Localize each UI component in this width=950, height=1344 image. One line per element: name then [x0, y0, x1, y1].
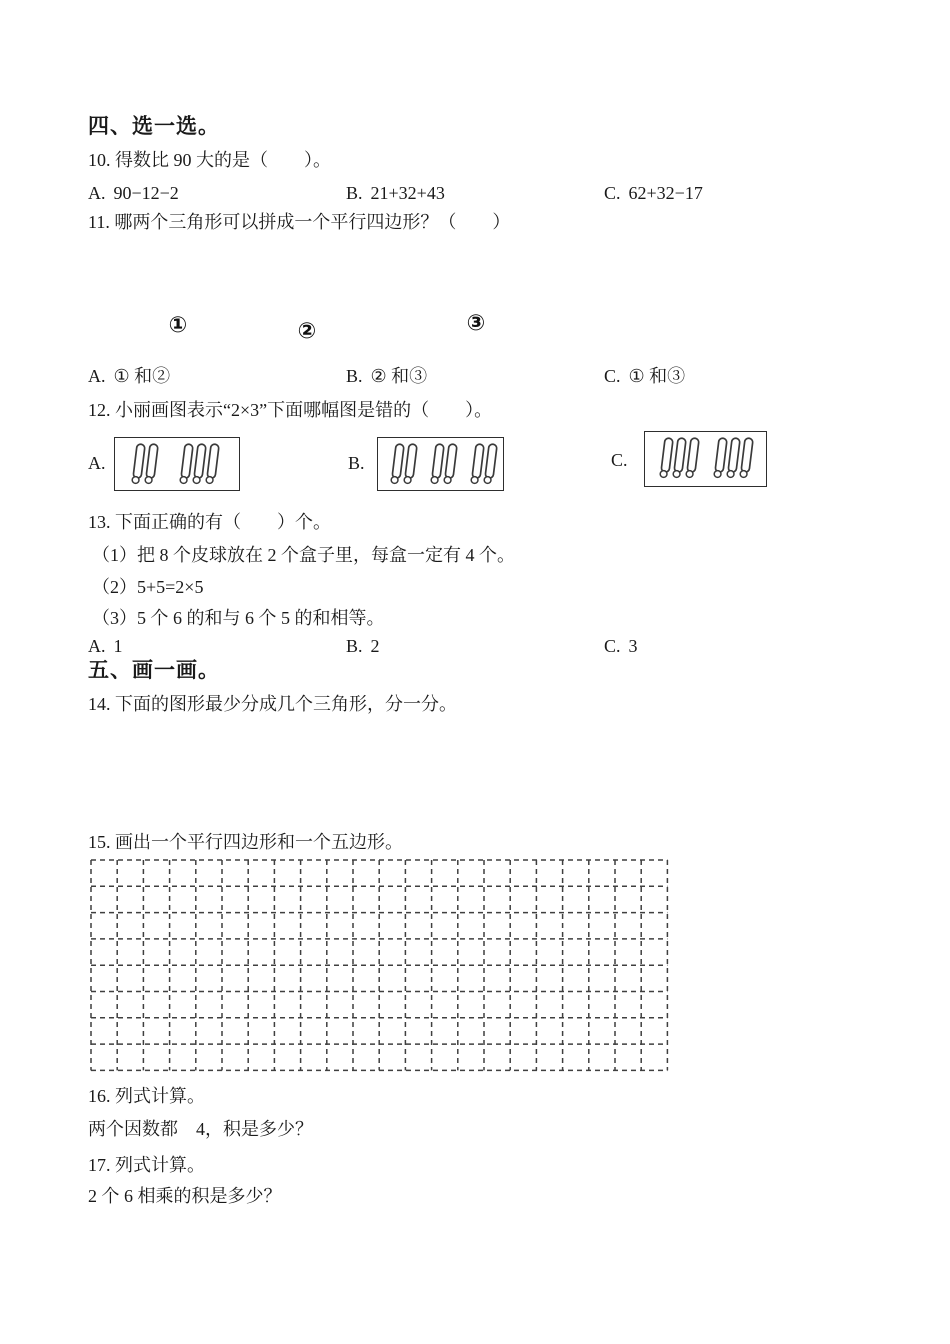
- q13-option-c-text: 3: [628, 636, 638, 656]
- q11-option-b-label: B.: [346, 366, 363, 386]
- counting-stick: [133, 444, 145, 479]
- q12-box-b: [377, 437, 504, 491]
- stick-foot: [145, 477, 152, 484]
- counting-stick: [485, 444, 497, 479]
- q12-box-a: [114, 437, 240, 491]
- q10-option-a: [88, 183, 179, 205]
- q12-stem: 12. 小丽画图表示“2×3”下面哪幅图是错的（ ）。: [88, 400, 493, 420]
- q10-option-c: [604, 183, 703, 205]
- q12-box-a-label: A.: [88, 453, 106, 473]
- q11-option-b: [346, 366, 427, 388]
- stick-foot: [686, 471, 693, 478]
- q16-title: 16. 列式计算。: [88, 1086, 205, 1106]
- q10-option-b-label: B.: [346, 183, 363, 203]
- q13-option-c-label: C.: [604, 636, 621, 656]
- counting-stick: [472, 444, 484, 479]
- q12-box-c-label: C.: [611, 450, 628, 470]
- q12-box-b-sticks: [378, 438, 503, 490]
- q16-body: 两个因数都 4，积是多少？: [88, 1119, 313, 1139]
- stick-foot: [431, 477, 438, 484]
- q11-option-a: [88, 366, 170, 388]
- stick-foot: [740, 471, 747, 478]
- stick-foot: [673, 471, 680, 478]
- q11-option-c-text: ① 和③: [628, 366, 686, 386]
- q13-item-2: （2）5+5=2×5: [92, 577, 204, 597]
- stick-foot: [391, 477, 398, 484]
- counting-stick: [405, 444, 417, 479]
- q10-stem: 10. 得数比 90 大的是（ ）。: [88, 150, 331, 170]
- stick-foot: [180, 477, 187, 484]
- counting-stick: [674, 438, 686, 473]
- q15-stem: 15. 画出一个平行四边形和一个五边形。: [88, 832, 403, 852]
- q13-option-b-text: 2: [370, 636, 380, 656]
- q10-option-a-label: A.: [88, 183, 106, 203]
- counting-stick: [661, 438, 673, 473]
- section-5-heading: 五、画一画。: [88, 659, 220, 682]
- q14-shapes-figure: [85, 718, 565, 820]
- q13-option-a-text: 1: [113, 636, 123, 656]
- q12-box-a-sticks: [115, 438, 239, 490]
- q13-option-a: [88, 636, 123, 658]
- q13-option-b-label: B.: [346, 636, 363, 656]
- q17-body: 2 个 6 相乘的积是多少？: [88, 1186, 282, 1206]
- q11-triangles-figure: [85, 250, 585, 362]
- section-4-heading: 四、选一选。: [88, 115, 220, 138]
- counting-stick: [715, 438, 727, 473]
- q11-stem: 11. 哪两个三角形可以拼成一个平行四边形？（ ）: [88, 212, 511, 232]
- counting-stick: [445, 444, 457, 479]
- triangle-3-number: ③: [466, 309, 486, 335]
- counting-stick: [687, 438, 699, 473]
- q12-box-b-label: B.: [348, 453, 365, 473]
- stick-foot: [193, 477, 200, 484]
- counting-stick: [181, 444, 193, 479]
- counting-stick: [728, 438, 740, 473]
- q11-option-c: [604, 366, 685, 388]
- triangle-1-number: ①: [168, 311, 188, 337]
- stick-foot: [444, 477, 451, 484]
- counting-stick: [432, 444, 444, 479]
- stick-foot: [660, 471, 667, 478]
- q13-item-3: （3）5 个 6 的和与 6 个 5 的和相等。: [92, 608, 385, 628]
- q17-title: 17. 列式计算。: [88, 1155, 205, 1175]
- counting-stick: [146, 444, 158, 479]
- q10-option-c-text: 62+32−17: [628, 183, 703, 203]
- q13-stem: 13. 下面正确的有（ ）个。: [88, 512, 331, 532]
- q11-option-c-label: C.: [604, 366, 621, 386]
- q14-stem: 14. 下面的图形最少分成几个三角形，分一分。: [88, 694, 457, 714]
- stick-foot: [714, 471, 721, 478]
- q10-option-b-text: 21+32+43: [370, 183, 445, 203]
- stick-foot: [471, 477, 478, 484]
- q13-option-c: [604, 636, 638, 658]
- q12-box-c-sticks: [645, 432, 766, 486]
- counting-stick: [194, 444, 206, 479]
- stick-foot: [206, 477, 213, 484]
- q13-option-a-label: A.: [88, 636, 106, 656]
- counting-stick: [392, 444, 404, 479]
- q11-option-a-text: ① 和②: [113, 366, 171, 386]
- q10-option-a-text: 90−12−2: [113, 183, 179, 203]
- stick-foot: [132, 477, 139, 484]
- q15-dashed-grid: [90, 859, 669, 1073]
- q12-box-c: [644, 431, 767, 487]
- counting-stick: [741, 438, 753, 473]
- q11-option-b-text: ② 和③: [370, 366, 428, 386]
- q13-option-b: [346, 636, 380, 658]
- stick-foot: [727, 471, 734, 478]
- q13-item-1: （1）把 8 个皮球放在 2 个盒子里，每盒一定有 4 个。: [92, 545, 515, 565]
- q10-option-c-label: C.: [604, 183, 621, 203]
- stick-foot: [484, 477, 491, 484]
- triangle-2-number: ②: [297, 317, 317, 343]
- q11-option-a-label: A.: [88, 366, 106, 386]
- q10-option-b: [346, 183, 445, 205]
- stick-foot: [404, 477, 411, 484]
- counting-stick: [207, 444, 219, 479]
